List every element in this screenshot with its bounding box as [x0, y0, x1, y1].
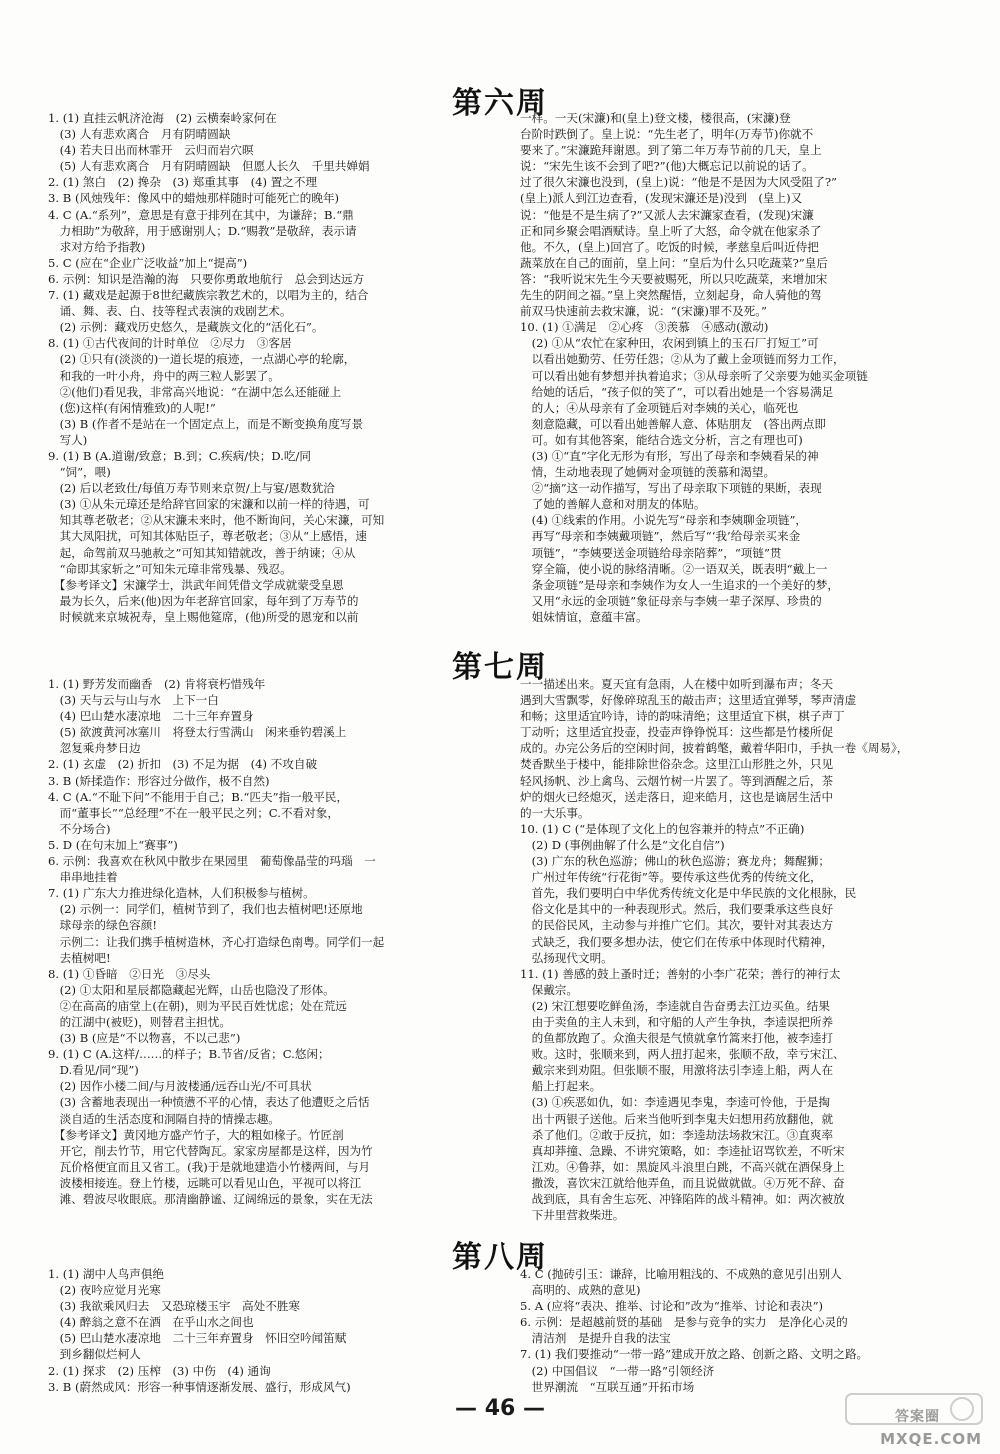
answer-line: 一样。一天(宋濂)和(皇上)登文楼，楼很高，(宋濂)登 — [520, 111, 791, 125]
answer-line: 3. B (风烛残年：像风中的蜡烛那样随时可能死亡的晚年) — [48, 191, 340, 206]
answer-line: 前双马快速前去救宋濂，说：“(宋濂)罪不及死。” — [520, 304, 767, 319]
answer-line: 3. B (矫揉造作：形容过分做作，极不自然) — [48, 773, 270, 788]
answer-line: 知其尊老敬老；②从宋濂未来时，他不断询问，关心宋濂，可知 — [48, 513, 385, 528]
answer-line: 写人) — [48, 432, 88, 447]
answer-line: 首先，我们要明白中华优秀传统文化是中华民族的文化根脉，民 — [520, 886, 857, 901]
answer-line: 丁动听；这里适宜投壶，投壶声铮铮悦耳：这些都是竹楼所促 — [520, 725, 834, 740]
answer-line: (2) ①太阳和星辰都隐藏起光辉，山岳也隐没了形体。 — [48, 982, 335, 997]
answer-line: 【参考译文】黄冈地方盛产竹子，大的粗如椽子。竹匠剖 — [48, 1127, 344, 1142]
answer-line: ②在高高的庙堂上(在朝)，则为平民百姓忧虑；处在荒远 — [48, 998, 347, 1013]
answer-line: 刻意隐藏，可以看出她善解人意、体贴朋友 (答出两点即 — [520, 416, 826, 431]
answer-line: 的民俗民风，主动参与并推广它们。其次，要针对其表达方 — [520, 918, 834, 933]
answer-line: 一一描述出来。夏天宜有急雨，人在楼中如听到瀑布声；冬天 — [520, 677, 834, 691]
answer-line: (5) 巴山楚水凄凉地 二十三年弃置身 怀旧空吟闻笛赋 — [48, 1331, 347, 1346]
answer-line: 2. (1) 探求 (2) 压榨 (3) 中伤 (4) 通询 — [48, 1363, 271, 1378]
answer-line: 俗文化是其中的一种表现形式。然后，我们要秉承这些良好 — [520, 902, 834, 917]
answer-line: 可以看出她有梦想并执着追求；③从母亲听了父亲要为她买金项链 — [520, 368, 868, 383]
answer-line: (3) ①从朱元璋还是给辞官回家的宋濂和以前一样的待遇，可 — [48, 497, 370, 512]
answer-line: 他。不久，(皇上)回宫了。吃饭的时候，孝慈皇后叫近侍把 — [520, 239, 819, 254]
answer-line: (3) 广东的秋色巡游；佛山的秋色巡游；赛龙舟；舞醒狮； — [520, 854, 830, 869]
answer-line: 又用“永远的金项链”象征母亲与李姨一辈子深厚、珍贵的 — [520, 593, 822, 608]
week8-left-column — [48, 1266, 498, 1396]
answer-line: 轻风扬帆、沙上禽鸟、云烟竹树一片罢了。等到酒醒之后，茶 — [520, 773, 834, 788]
answer-line: 戴宗来到劝阻。但张顺不服，用激将法引李逵上船，两人在 — [520, 1063, 834, 1078]
answer-line: (4) 若夫日出而林霏开 云归而岩穴暝 — [48, 143, 254, 158]
answer-line: 战到底，具有舍生忘死、冲锋陷阵的战斗精神。如：两次被放 — [520, 1192, 845, 1206]
answer-line: 去植树吧! — [48, 950, 111, 965]
answer-line: 而“董事长”“总经理”不在一般平民之列；C.不看对象， — [48, 805, 339, 820]
answer-line: (3) ①“直”字化无形为有形，写出了母亲和李姨看呆的神 — [520, 448, 819, 463]
answer-line: 球母亲的绿色容颜! — [48, 918, 158, 933]
answer-line: (皇上)派人到江边查看，(发现宋濂还是)没到 (皇上)又 — [520, 191, 803, 206]
answer-line: 5. D (在句末加上“赛事”) — [48, 837, 178, 852]
answer-line: (4) ①线索的作用。小说先写“母亲和李姨聊金项链”， — [520, 513, 808, 528]
week7-left-column — [48, 676, 498, 1228]
page-number: — 46 — — [455, 1396, 545, 1421]
answer-line: 7. (1) 藏戏是起源于8世纪藏族宗教艺术的，以唱为主的，结合 — [48, 288, 369, 303]
answer-line: (3) B (应是“不以物喜，不以己悲”) — [48, 1031, 241, 1046]
answer-line: “饲”，喂) — [48, 465, 111, 480]
watermark-url: MXQE.COM — [880, 1430, 982, 1448]
answer-line: 力相助”为敬辞，用于感谢别人；D.“赐教”是敬辞，表示请 — [48, 223, 357, 238]
answer-line: 江劝。④鲁莽，如：黑旋风斗浪里白跳，不高兴就在酒保身上 — [520, 1159, 845, 1174]
answer-line: 说：“他是不是生病了?”又派人去宋濂家查看，(发现)宋濂 — [520, 207, 814, 222]
answer-line: (2) 中国倡议 “一带一路”引领经济 — [520, 1363, 715, 1378]
watermark-label: 答案圈 — [895, 1409, 940, 1425]
answer-line: 正和同乡聚会唱酒赋诗。皇上听了大怒，命令就在他家杀了 — [520, 223, 822, 238]
answer-line: 台阶时跌倒了。皇上说：“先生老了，明年(万寿节)你就不 — [520, 127, 814, 142]
week6-left-column — [48, 110, 498, 630]
answer-line: 求对方给予指教) — [48, 239, 146, 254]
answer-line: 淡自适的生活态度和洞隔自持的情操志趣。 — [48, 1111, 280, 1126]
answer-line: 穿全篇，使小说的脉络清晰。②一语双关，既表明“戴上一 — [520, 561, 828, 576]
answer-line: 和畅；这里适宜吟诗，诗的韵味清绝；这里适宜下棋，棋子声丁 — [520, 709, 845, 724]
answer-line: 示例二：让我们携手植树造林，齐心打造绿色南粤。同学们一起 — [48, 934, 385, 949]
answer-line: 波楼相接连。登上竹楼，远眺可以看见山色，平视可以将江 — [48, 1175, 362, 1190]
answer-line: 蔬菜放在自己的面前，皇上问：“皇后为什么只吃蔬菜?”皇后 — [520, 255, 828, 270]
answer-line: 项链”，“李姨要送金项链给母亲陪葬”，“项链”贯 — [520, 545, 782, 560]
answer-line: 的人；④从母亲有了金项链后对李姨的关心，临死也 — [520, 400, 799, 415]
answer-line: 【参考译文】宋濂学士，洪武年间凭借文学成就蒙受皇恩 — [48, 577, 344, 592]
answer-line: 2. (1) 玄虚 (2) 折扣 (3) 不足为据 (4) 不攻自破 — [48, 757, 318, 772]
answer-line: (2) 夜吟应觉月光寒 — [48, 1283, 161, 1298]
answer-line: 6. 示例：是超越前贤的基础 是参与竞争的实力 是净化心灵的 — [520, 1315, 848, 1330]
answer-line: 5. C (应在“企业广泛收益”加上“提高”) — [48, 255, 248, 270]
watermark-circle — [951, 1398, 973, 1420]
week6-title: 第六周 — [452, 86, 548, 121]
week6-right-column — [520, 110, 970, 630]
answer-line: 串串地挂着 — [48, 870, 118, 885]
answer-line: (3) 人有悲欢离合 月有阴晴圆缺 — [48, 127, 231, 142]
answer-line: (您)这样(有闲情雅致)的人呢!” — [48, 400, 216, 415]
answer-line: (3) 含蓄地表现出一种愤懑不平的心情，表达了他遭贬之后恬 — [48, 1095, 370, 1110]
answer-line: 炉的烟火已经熄灭，送走落日，迎来皓月，这也是谪居生活中 — [520, 789, 834, 804]
answer-line: 7. (1) 我们要推动“一带一路”建成开放之路、创新之路、文明之路。 — [520, 1347, 869, 1362]
answer-line: ②(他们)看见我，非常高兴地说：“在湖中怎么还能碰上 — [48, 384, 342, 399]
answer-line: 4. C (抛砖引玉：谦辞，比喻用粗浅的、不成熟的意见引出别人 — [520, 1267, 842, 1281]
answer-line: 11. (1) 善感的鼓上蚤时迁；善射的小李广花荣；善行的神行太 — [520, 966, 841, 981]
answer-line: 真却莽撞、急躁、不讲究策略，如：李逵扯诏骂钦差，不听宋 — [520, 1143, 845, 1158]
answer-line: 下井里营救柴进。 — [520, 1208, 625, 1223]
answer-line: (3) ①疾恶如仇，如：李逵遇见李鬼，李逵可怜他，于是掏 — [520, 1095, 830, 1110]
answer-line: 的江湖中(被贬)，则替君主担忧。 — [48, 1014, 231, 1029]
answer-line: 由于卖鱼的主人未到，和守船的人产生争执，李逵误把所养 — [520, 1014, 834, 1029]
answer-line: 6. 示例：知识是浩瀚的海 只要你勇敢地航行 总会到达远方 — [48, 271, 365, 286]
answer-line: 6. 示例：我喜欢在秋风中散步在果园里 葡萄像晶莹的玛瑙 一 — [48, 854, 376, 869]
answer-line: 弘扬现代文明。 — [520, 950, 613, 965]
answer-line: 焚香默坐于楼中，能排除世俗杂念。这里江山形胜之外，只见 — [520, 757, 834, 772]
answer-line: (2) 示例一：同学们，植树节到了，我们也去植树吧!还原地 — [48, 902, 363, 917]
answer-line: 出十两银子送他。后来当他听到李鬼夫妇想用药放翻他，就 — [520, 1111, 834, 1126]
answer-line: 的鱼都放跑了。众渔夫很是气愤就拿竹篙来打他，被李逵打 — [520, 1031, 834, 1046]
answer-line: (2) 宋江想要吃鲜鱼汤，李逵就自告奋勇去江边买鱼。结果 — [520, 998, 830, 1013]
answer-line: (2) 后以老致仕/每值万寿节则来京贺/上与宴/恩数犹洽 — [48, 481, 335, 496]
answer-line: 过了很久宋濂也没到，(皇上)说：“他是不是因为大风受阻了?” — [520, 175, 837, 190]
answer-line: (3) B (作者不是站在一个固定点上，而是不断变换角度写景 — [48, 416, 364, 431]
answer-line: 忽复乘舟梦日边 — [48, 741, 141, 756]
answer-line: 2. (1) 煞白 (2) 搀杂 (3) 郑重其事 (4) 置之不理 — [48, 175, 318, 190]
answer-line: 先生的阴间之福。”皇上突然醒悟，立刻起身，命人骑他的驾 — [520, 288, 822, 303]
week7-title: 第七周 — [452, 650, 548, 685]
answer-line: 8. (1) ①昏暗 ②日光 ③尽头 — [48, 966, 211, 981]
answer-line: 杀了他们。②敢于反抗，如：李逵劫法场救宋江。③直爽率 — [520, 1127, 834, 1142]
answer-line: 9. (1) B (A.道谢/致意；B.到；C.疾病/快；D.吃/同 — [48, 448, 311, 463]
week8-right-column — [520, 1266, 970, 1396]
answer-line: 滩、碧波尽收眼底。那清幽静谧、辽阔绵远的景象，实在无法 — [48, 1192, 373, 1206]
answer-line: (2) 示例：藏戏历史悠久，是藏族文化的“活化石”。 — [48, 320, 324, 335]
answer-line: 和我的一叶小舟，舟中的两三粒人影罢了。 — [48, 368, 280, 383]
answer-line: 清洁剂 是提升自我的法宝 — [520, 1331, 671, 1346]
answer-line: 起，命驾前双马驰赦之”可知其知错就改，善于纳谏；④从 — [48, 545, 356, 560]
answer-line: (2) D (事例曲解了什么是“文化自信”) — [520, 837, 725, 852]
answer-line: ②“摘”这一动作描写，写出了母亲取下项链的果断，表现 — [520, 481, 822, 496]
answer-line: (2) 因作小楼二间/与月波楼通/远吞山光/不可具状 — [48, 1079, 312, 1094]
answer-line: (3) 我欲乘风归去 又恐琼楼玉宇 高处不胜寒 — [48, 1299, 300, 1314]
answer-line: 可。如有其他答案，能结合选文分析，言之有理也可) — [520, 432, 803, 447]
answer-line: (5) 人有悲欢离合 月有阴晴圆缺 但愿人长久 千里共婵娟 — [48, 159, 370, 174]
answer-line: (5) 欲渡黄河冰塞川 将登太行雪满山 闲来垂钓碧溪上 — [48, 725, 347, 740]
answer-line: 10. (1) ①满足 ②心疼 ③羡慕 ④感动(激动) — [520, 320, 769, 335]
answer-line: 开它，削去竹节，用它代替陶瓦。家家房屋都是这样，因为竹 — [48, 1143, 373, 1158]
answer-line: 世界潮流 “互联互通”开拓市场 — [520, 1379, 695, 1394]
answer-line: 诵、舞、表、白、技等程式表演的戏剧艺术。 — [48, 304, 292, 319]
answer-line: 1. (1) 湖中人鸟声俱绝 — [48, 1267, 165, 1281]
answer-line: 瓦价格便宜而且又省工。(我)于是就地建造小竹楼两间，与月 — [48, 1159, 371, 1174]
answer-line: D.看见/同“现”) — [48, 1063, 139, 1078]
answer-line: 了她的善解人意和对朋友的体贴。 — [520, 497, 706, 512]
answer-line: 7. (1) 广东大力推进绿化造林，人们积极参与植树。 — [48, 886, 315, 901]
answer-line: 撒泼，喜饮宋江就给他弄鱼，而且说做就做。④万死不辞、奋 — [520, 1175, 845, 1190]
answer-line: 的一大乐事。 — [520, 805, 590, 820]
answer-line: 再写“母亲和李姨戴项链”，然后写“‘我’给母亲买来金 — [520, 529, 801, 544]
answer-line: 要来了。”宋濂跪拜谢恩。到了第二年万寿节前的几天，皇上 — [520, 143, 822, 158]
answer-line: 情，生动地表现了她俩对金项链的羡慕和渴望。 — [520, 465, 776, 480]
week7-right-column — [520, 676, 970, 1228]
answer-line: (2) ①只有(淡淡的)一道长堤的痕迹，一点湖心亭的轮廓， — [48, 352, 356, 367]
week8-title: 第八周 — [452, 1240, 548, 1275]
answer-line: 广州过年传统“行花街”等。要传承这些优秀的传统文化， — [520, 870, 822, 885]
answer-line: 保戴宗。 — [520, 982, 578, 997]
answer-line: 以看出她勤劳、任劳任怨；②从为了戴上金项链而努力工作， — [520, 352, 845, 367]
answer-line: 给她的话后，“孩子似的笑了”，可以看出她是一个容易满足 — [520, 384, 834, 399]
answer-line: 时候就来京城祝寿，皇上赐他筵席，(他)所受的恩宠和以前 — [48, 609, 359, 624]
answer-line: 成的。办完公务后的空闲时间，披着鹤氅，戴着华阳巾，手执一卷《周易》， — [520, 741, 909, 756]
answer-line: 4. C (A.“系列”，意思是有意于排列在其中，为谦辞；B.“鼎 — [48, 207, 354, 222]
answer-line: (4) 巴山楚水凄凉地 二十三年弃置身 — [48, 709, 254, 724]
answer-line: 高明的、成熟的意见) — [520, 1283, 641, 1298]
answer-line: 1. (1) 直挂云帆济沧海 (2) 云横秦岭家何在 — [48, 111, 277, 125]
answer-line: 到乡翻似烂柯人 — [48, 1347, 141, 1362]
answer-line: “命即其家斩之”可知朱元璋非常残暴、残忍。 — [48, 561, 292, 576]
answer-line: 9. (1) C (A.这样/……的样子；B.节省/反省；C.悠闲； — [48, 1047, 330, 1062]
answer-line: 条金项链”是母亲和李姨作为女人一生追求的一个美好的梦， — [520, 577, 839, 592]
answer-line: 5. A (应将“表决、推举、讨论和”改为“推举、讨论和表决”) — [520, 1299, 824, 1314]
answer-line: (2) ①从“农忙在家种田，农闲到镇上的玉石厂打短工”可 — [520, 336, 819, 351]
answer-line: 10. (1) C (“是体现了文化上的包容兼并的特点”不正确) — [520, 821, 805, 836]
answer-line: 3. B (蔚然成风：形容一种事情逐渐发展、盛行，形成风气) — [48, 1379, 351, 1394]
answer-line: 遇到大雪飘零，好像碎琼乱玉的敲击声；这里适宜弹琴，琴声清虚 — [520, 693, 857, 708]
answer-line: 8. (1) ①古代夜间的计时单位 ②尽力 ③客居 — [48, 336, 292, 351]
answer-line: 不分场合) — [48, 821, 111, 836]
answer-line: (4) 醉翁之意不在酒 在乎山水之间也 — [48, 1315, 254, 1330]
answer-line: 船上打起来。 — [520, 1079, 602, 1094]
answer-line: 说：“宋先生该不会到了吧?”(他)大概忘记以前说的话了。 — [520, 159, 814, 174]
answer-line: 最为长久，后来(他)因为年老辞官回家，每年到了万寿节的 — [48, 593, 359, 608]
answer-line: 其大凤阳扰，可知其体贴臣子，尊老敬老；③从“上感悟，速 — [48, 529, 367, 544]
answer-line: 答：“我听说宋先生今天要被赐死，所以只吃蔬菜，来增加宋 — [520, 271, 828, 286]
answer-line: 式缺乏，我们要多想办法，使它们在传承中体现时代精神， — [520, 934, 834, 949]
answer-line: 1. (1) 野芳发而幽香 (2) 肯将衰朽惜残年 — [48, 677, 266, 691]
answer-line: (3) 天与云与山与水 上下一白 — [48, 693, 219, 708]
answer-line: 姐妹情谊，意蕴丰富。 — [520, 609, 648, 624]
answer-line: 败。这时，张顺来到，两人扭打起来，张顺不敌，幸亏宋江、 — [520, 1047, 845, 1062]
answer-line: 4. C (A.“不耻下问”不能用于自己；B.“匹夫”指一般平民， — [48, 789, 349, 804]
